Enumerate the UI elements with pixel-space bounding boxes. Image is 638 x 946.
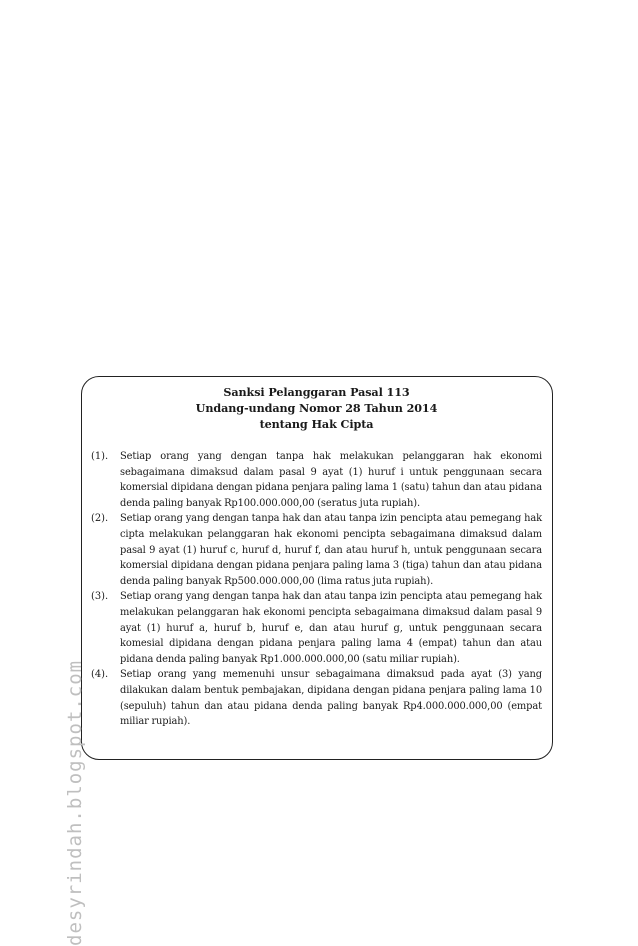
watermark-text: desyrindah.blogspot.com [64,659,86,946]
clause-item [91,511,542,589]
clause-text: Setiap orang yang memenuhi unsur sebagaimana dimaksud pada ayat (3) yang dilakukan dalam bentuk pembajakan, dipidana dengan pidana penjara paling lama 10 (sepuluh) tahun dan atau pidana denda paling banyak Rp4.000.000.000,00 (empat miliar rupiah). [120,669,542,728]
notice-title: Sanksi Pelanggaran Pasal 113 [223,385,410,399]
clause-list [91,449,542,730]
clause-number: (4). [91,669,109,681]
clause-item [91,449,542,511]
clause-text: Setiap orang yang dengan tanpa hak melakukan pelanggaran hak ekonomi sebagaimana dimaksud dalam pasal 9 ayat (1) huruf i untuk penggunaan secara komersial dipidana dengan pidana penjara paling lama 1 (satu) tahun dan atau pidana denda paling banyak Rp100.000.000,00 (seratus juta rupiah). [120,451,542,509]
clause-number: (1). [91,451,109,462]
notice-subject: tentang Hak Cipta [259,417,374,431]
copyright-sanction-notice [81,376,553,760]
clause-text: Setiap orang yang dengan tanpa hak dan atau tanpa izin pencipta atau pemegang hak cipta melakukan pelanggaran hak ekonomi pencipta sebagaimana dimaksud dalam pasal 9 ayat (1) huruf c, huruf d, huruf f, dan atau huruf h, untuk penggunaan secara komersial dipidana dengan pidana penjara paling lama 3 (tiga) tahun dan atau pidana denda paling banyak Rp500.000.000,00 (lima ratus juta rupiah). [120,513,542,587]
clause-number: (2). [91,513,109,525]
clause-number: (3). [91,591,109,603]
clause-item [91,667,542,729]
clause-item [91,589,542,667]
clause-text: Setiap orang yang dengan tanpa hak dan atau tanpa izin pencipta atau pemegang hak melakukan pelanggaran hak ekonomi pencipta sebagaimana dimaksud dalam pasal 9 ayat (1) huruf a, huruf b, huruf e, dan atau huruf g, untuk penggunaan secara komesial dipidana dengan pidana penjara paling lama 4 (empat) tahun dan atau pidana denda paling banyak Rp1.000.000.000,00 (satu miliar rupiah). [120,591,542,665]
notice-header [91,384,542,432]
notice-law-reference: Undang-undang Nomor 28 Tahun 2014 [195,401,438,415]
